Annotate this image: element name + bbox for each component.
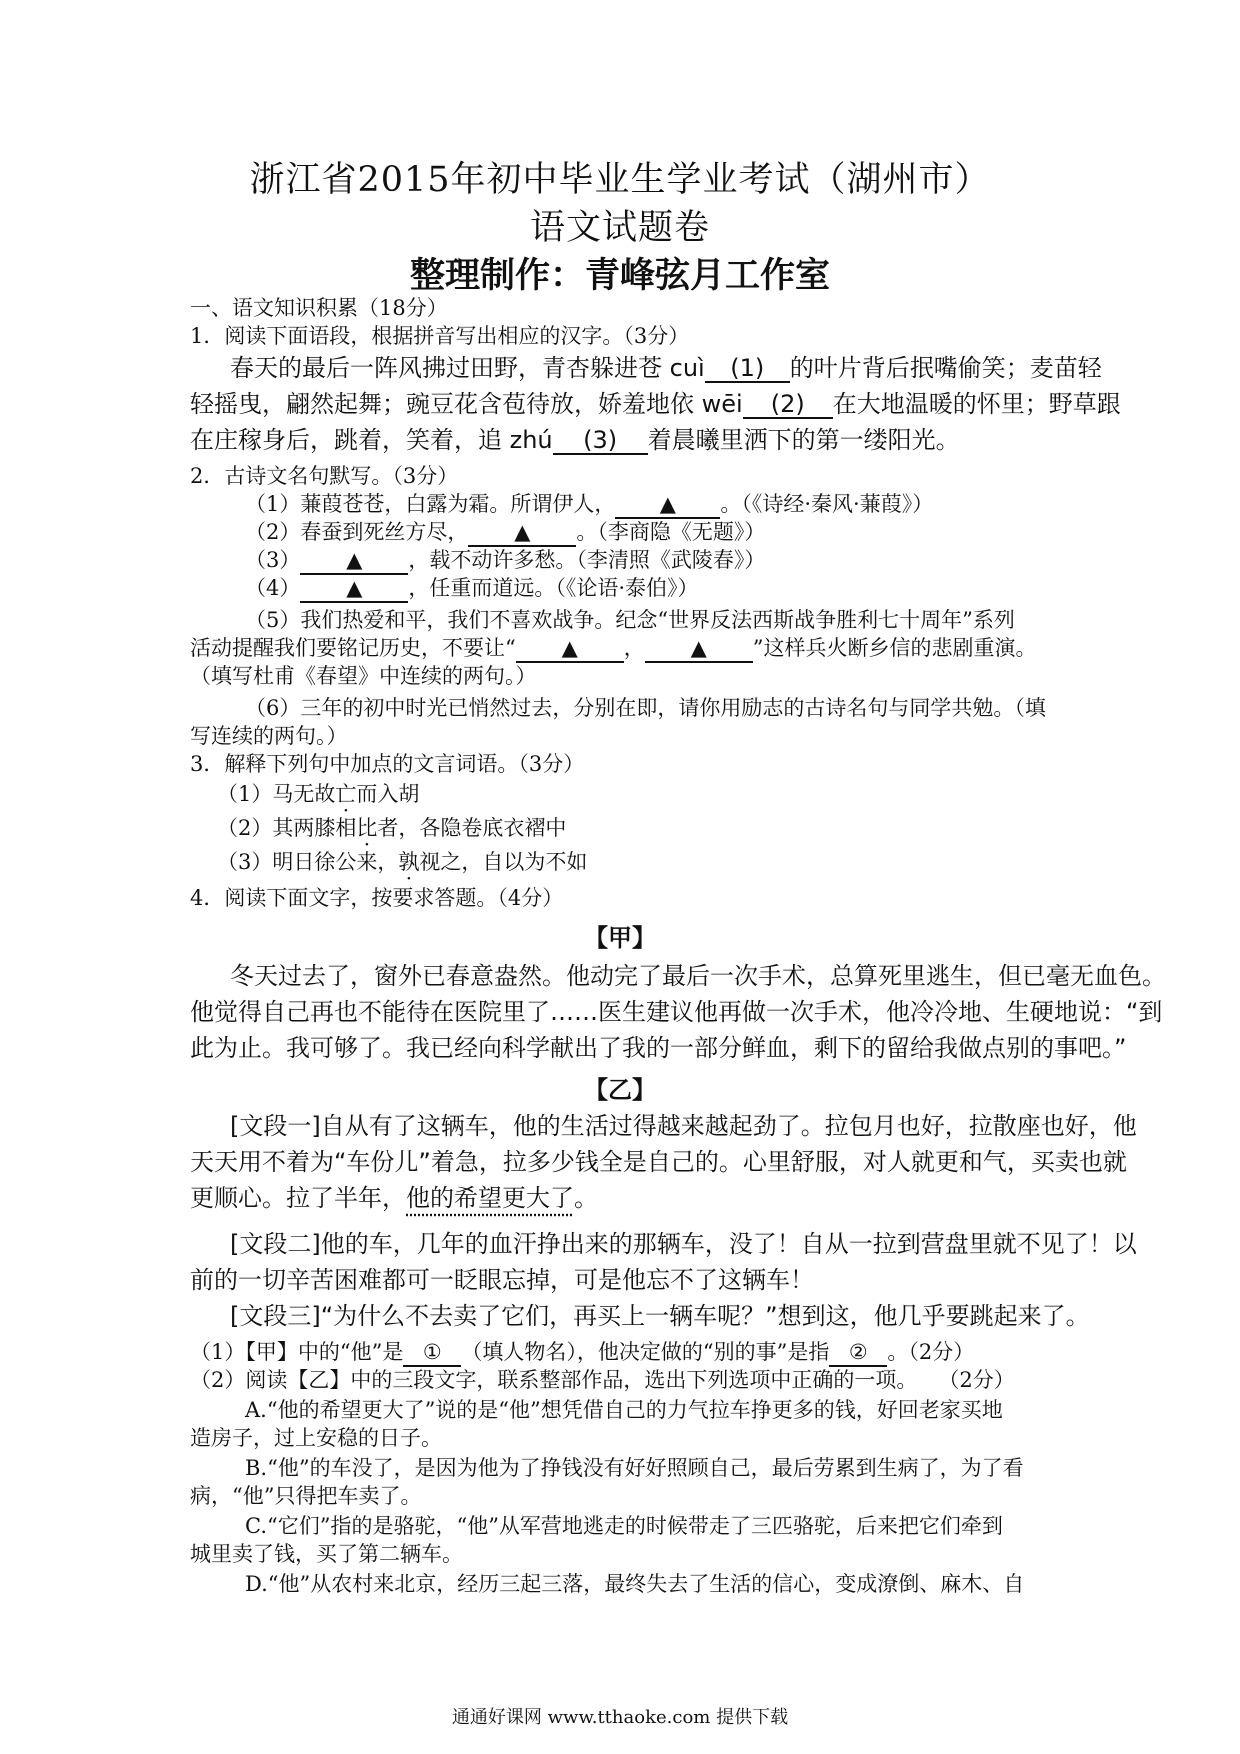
q2-item-4 [245, 574, 699, 603]
producer-line: 整理制作：青峰弦月工作室 [409, 256, 830, 296]
q1-text: 在大地温暖的怀里；野草跟 [832, 390, 1121, 418]
option-b-line2: 病，“他”只得把车卖了。 [190, 1484, 422, 1508]
q2-text: ”这样兵火断乡信的悲剧重演。 [752, 636, 1037, 660]
q2-text: ，任重而道远。（《论语·泰伯》） [408, 576, 699, 600]
q2-blank[interactable]: ▲ [516, 635, 624, 663]
q2-blank[interactable]: ▲ [615, 491, 720, 519]
passage-yi-heading: 【乙】 [584, 1076, 656, 1104]
option-d-line1[interactable]: D.“他”从农村来北京，经历三起三落，最终失去了生活的信心，变成潦倒、麻木、自 [245, 1572, 1025, 1596]
footer-download-note: 通通好课网 www.tthaoke.com 提供下载 [451, 1707, 789, 1728]
exam-subtitle: 语文试题卷 [529, 208, 710, 248]
jia-line-2: 他觉得自己再也不能待在医院里了……医生建议他再做一次手术，他冷冷地、生硬地说：“到 [190, 998, 1163, 1026]
jia-line-1: 冬天过去了，窗外已春意盎然。他动完了最后一次手术，总算死里逃生，但已毫无血色。 [230, 962, 1166, 990]
yi2-line-1: [文段二]他的车，几年的血汗挣出来的那辆车，没了！自从一拉到营盘里就不见了！以 [230, 1230, 1137, 1258]
q2-text: （4） [245, 576, 301, 600]
q3-text: （1）马无故 [217, 782, 336, 806]
q3-dotted-word: 亡 [335, 782, 357, 806]
q2-text: ，载不动许多愁。（李清照《武陵春》） [408, 548, 766, 572]
yi1-text: 。 [574, 1184, 598, 1212]
q2-blank[interactable]: ▲ [300, 575, 408, 603]
option-c-line1[interactable]: C.“它们”指的是骆驼，“他”从军营地逃走的时候带走了三匹骆驼，后来把它们牵到 [245, 1514, 1003, 1538]
q1-text: 着晨曦里洒下的第一缕阳光。 [647, 426, 960, 454]
q2-text: 活动提醒我们要铭记历史，不要让“ [190, 636, 516, 660]
q3-stem: 3．解释下列句中加点的文言词语。（3分） [190, 752, 585, 776]
q1-passage-line2 [190, 386, 1121, 422]
yi1-line-1: [文段一]自从有了这辆车，他的生活过得越来越起劲了。拉包月也好，拉散座也好，他 [230, 1112, 1137, 1140]
q4-blank-2[interactable]: ② [829, 1339, 887, 1367]
q2-text: （3） [245, 548, 301, 572]
q2-text: （1）蒹葭苍苍，白露为霜。所谓伊人， [245, 492, 616, 516]
q4-text: 。（2分） [887, 1340, 975, 1364]
q2-item-2 [245, 518, 765, 547]
q3-dotted-word: 孰 [398, 850, 420, 874]
option-c-line2: 城里卖了钱，买了第二辆车。 [190, 1542, 463, 1566]
q3-item-1 [217, 780, 419, 808]
yi3-line-1: [文段三]“为什么不去卖了它们，再买上一辆车呢？”想到这，他几乎要跳起来了。 [230, 1302, 1090, 1330]
q1-stem: 1．阅读下面语段，根据拼音写出相应的汉字。（3分） [190, 324, 690, 348]
q1-text: 在庄稼身后，跳着，笑着，追 zhú [190, 426, 553, 454]
dotted-phrase: 他的希望更大了 [406, 1184, 574, 1212]
section-heading: 一、语文知识积累（18分） [190, 296, 448, 320]
q2-item-6-line1: （6）三年的初中时光已悄然过去，分别在即，请你用励志的古诗名句与同学共勉。（填 [245, 696, 1046, 720]
q3-item-3 [217, 848, 587, 876]
q2-blank[interactable]: ▲ [468, 519, 576, 547]
q2-text: 。（《诗经·秦风·蒹葭》） [720, 492, 934, 516]
q1-passage-line3 [190, 422, 960, 458]
q3-text: 视之，自以为不如 [419, 850, 588, 874]
q4-blank-1[interactable]: ① [403, 1339, 461, 1367]
q2-blank[interactable]: ▲ [645, 635, 753, 663]
q2-item-6-line2: 写连续的两句。） [190, 724, 348, 748]
q1-blank-1[interactable]: (1) [705, 355, 790, 383]
q3-text: 者，各隐卷底衣褶中 [377, 816, 567, 840]
q2-stem: 2．古诗文名句默写。（3分） [190, 464, 459, 488]
q2-item-5-line2 [190, 634, 1037, 663]
q3-text: （2）其两膝相 [217, 816, 357, 840]
q3-text: （3）明日徐公来， [217, 850, 399, 874]
q2-text: （2）春蚕到死丝方尽， [245, 520, 469, 544]
q2-text: 。（李商隐《无题》） [576, 520, 766, 544]
q3-item-2 [217, 814, 566, 842]
q2-blank[interactable]: ▲ [300, 547, 408, 575]
q1-text: 轻摇曳，翩然起舞；豌豆花含苞待放，娇羞地依 wēi [190, 390, 743, 418]
q4-sub2: （2）阅读【乙】中的三段文字，联系整部作品，选出下列选项中正确的一项。 （2分） [190, 1368, 1015, 1392]
q1-blank-3[interactable]: (3) [553, 427, 648, 455]
jia-line-3: 此为止。我可够了。我已经向科学献出了我的一部分鲜血，剩下的留给我做点别的事吧。” [190, 1034, 1127, 1062]
yi1-line-3 [190, 1180, 598, 1216]
yi2-line-2: 前的一切辛苦困难都可一眨眼忘掉，可是他忘不了这辆车！ [190, 1266, 814, 1294]
option-b-line1[interactable]: B.“他”的车没了，是因为他为了挣钱没有好好照顾自己，最后劳累到生病了，为了看 [245, 1456, 1024, 1480]
q1-text: 春天的最后一阵风拂过田野，青杏躲进苍 cuì [230, 354, 705, 382]
option-a-line1[interactable]: A.“他的希望更大了”说的是“他”想凭借自己的力气拉车挣更多的钱，好回老家买地 [245, 1398, 1003, 1422]
passage-jia-heading: 【甲】 [584, 924, 656, 952]
q3-dotted-word: 比 [356, 816, 378, 840]
q2-item-5-line1: （5）我们热爱和平，我们不喜欢战争。纪念“世界反法西斯战争胜利七十周年”系列 [245, 608, 1015, 632]
q1-blank-2[interactable]: (2) [743, 391, 833, 419]
q1-text: 的叶片背后抿嘴偷笑；麦苗轻 [789, 354, 1102, 382]
q4-sub1 [190, 1338, 974, 1367]
q4-text: （填人物名），他决定做的“别的事”是指 [461, 1340, 830, 1364]
q2-item-1 [245, 490, 933, 519]
q4-stem: 4．阅读下面文字，按要求答题。（4分） [190, 886, 564, 910]
yi1-text: 更顺心。拉了半年， [190, 1184, 406, 1212]
q3-text: 而入胡 [356, 782, 420, 806]
exam-title: 浙江省2015年初中毕业生学业考试（湖州市） [249, 160, 991, 200]
q2-item-3 [245, 546, 765, 575]
q1-passage-line1 [230, 350, 1102, 386]
yi1-line-2: 天天用不着为“车份儿”着急，拉多少钱全是自己的。心里舒服，对人就更和气，买卖也就 [190, 1148, 1127, 1176]
q2-text: ， [623, 636, 645, 660]
option-a-line2: 造房子，过上安稳的日子。 [190, 1426, 442, 1450]
q2-item-5-line3: （填写杜甫《春望》中连续的两句。） [190, 664, 537, 688]
q4-text: （1）【甲】中的“他”是 [190, 1340, 404, 1364]
